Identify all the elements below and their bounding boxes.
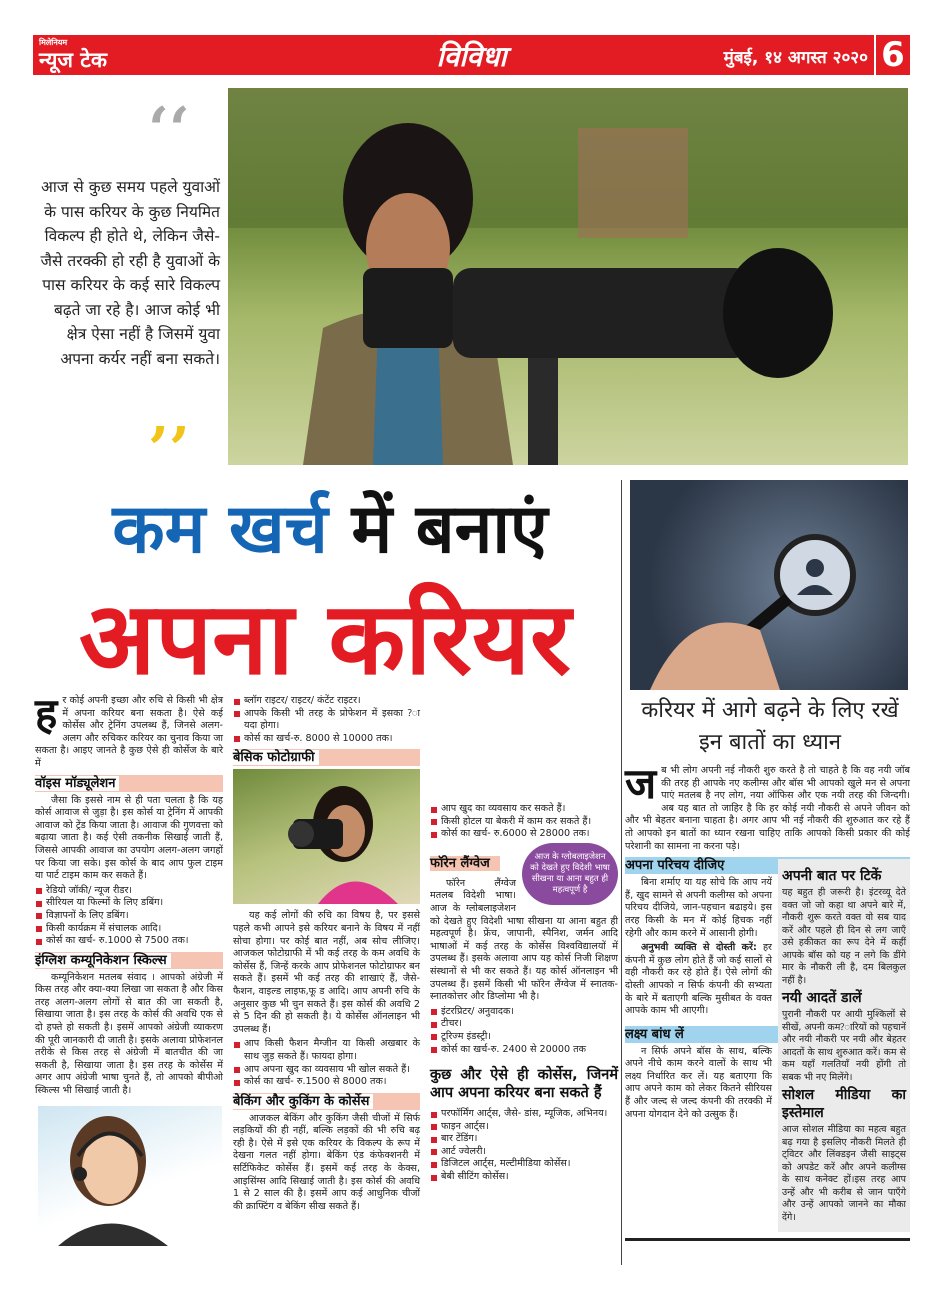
headset-woman-illustration: [38, 1106, 222, 1246]
list-item: ब्लॉग राइटर/ राइटर/ कंटेंट राइटर।: [233, 695, 420, 708]
bottom-rule: [625, 1238, 910, 1241]
brand-name: न्यूज टेक: [39, 48, 107, 72]
subheading-english-communication: इंग्लिश कम्यूनिकेशन स्किल्स: [35, 952, 223, 969]
tip-title: अपनी बात पर टिकें: [782, 868, 882, 885]
side-drop-cap: ज: [625, 759, 657, 808]
page-number: 6: [874, 35, 910, 75]
list-item: विज्ञापनों के लिए डबिंग।: [35, 910, 223, 923]
side-intro: ब भी लोग अपनी नई नौकरी शुरु करते है तो चाहते है कि वह नयी जॉब की तरह ही आपके नए कलीग्स और बॉस भी आपको खुले मन से अपना पाएं मतलब है नए लोग, नया ऑफिस और एक नयी तरह की जिन्दगी। अब यह बात तो जाहिर है कि हर कोई नयी नौकरी से अपने जीवन को और भी बेहतर बनाना चाहता है। अगर आप भी नई नौकरी की शुरुआत कर रहे हैं तो आपको इन बातों का ध्यान रखना चाहिए ताकि आपको किसी प्रकार की कोई परेशानी का सामना ना करना पड़े।: [625, 765, 910, 852]
list-item: फाइन आर्ट्स।: [430, 1121, 618, 1134]
side-article-body: [625, 759, 910, 1241]
list-item: इंटरप्रिटर/ अनुवादक।: [430, 1006, 618, 1019]
drop-cap: ह: [35, 689, 58, 738]
article-column-1: [35, 689, 223, 1246]
list-item: आप खुद का व्यवसाय कर सकते हैं।: [430, 803, 618, 816]
headline-line-1: [40, 490, 620, 570]
list-item: कोर्स का खर्च- रु.6000 से 28000 तक।: [430, 828, 618, 841]
masthead-bar: [33, 35, 910, 75]
foreign-bullets: [430, 1006, 618, 1056]
close-quote-icon: ’’: [148, 415, 190, 485]
photography-bullets: [233, 1038, 420, 1088]
list-item: टूरिज्म इंडस्ट्री।: [430, 1031, 618, 1044]
subheading-set-goals: लक्ष्य बांध लें: [625, 1026, 910, 1043]
subheading-voice-modulation: वॉइस मॉड्यूलेशन: [35, 775, 223, 792]
hero-photo-woman-with-camera: [228, 88, 908, 465]
goal-body: न सिर्फ अपने बॉस के साथ, बल्कि अपने नीचे काम करने वालों के साथ भी लक्ष्य निर्धारित कर लें। यह बताएगा कि आप अपने काम को लेकर कितने सीरियस हैं और जल्द से जल्द कंपनी की तरक्की में अपना योगदान देने को उत्सुक हैं।: [625, 1045, 772, 1120]
list-item: रेडियो जॉकी/ न्यूज रीडर।: [35, 885, 223, 898]
section-title: विविधा: [436, 40, 507, 73]
tip-title: सोशल मीडिया का इस्तेमाल: [782, 1087, 906, 1122]
introduce-body: बिना शर्माए या यह सोचे कि आप नयें हैं, खुद सामने से अपनी कलीग्स को अपना परिचय दीजिये, जान-पहचान बढाइये। इस तरह किसी के मन में कोई हिचक नहीं रहेगी और काम करने में आसानी होगी।: [625, 877, 772, 939]
column-divider: [621, 480, 622, 1265]
list-item: आपके किसी भी तरह के प्रोफेशन में इसका ?ायदा होगा।: [233, 708, 420, 733]
photography-body: यह कई लोगों की रुचि का विषय है, पर इससे पहले कभी आपने इसे करियर बनाने के विषय में नहीं सोचा होगा। पर कोई बात नहीं, अब सोच लीजिए। आजकल फोटोग्राफी में भी कई तरह के कम अवधि के कोर्सेस हैं, जिन्हें करके आप प्रोफेशनल फोटोग्राफर बन सकते हैं। इसमें भी कई तरह की शाखाएं हैं, जैसे- फैशन, वाइल्ड लाइफ,फू ड आदि। आप अपनी रुचि के अनुसार कुछ भी चुन सकते हैं। इस कोर्स की अवधि 2 से 5 दिन की हो सकती है। ये कोर्सेस ऑनलाइन भी उपलब्ध हैं।: [233, 910, 420, 1035]
tip-body: पुरानी नौकरी पर आयी मुश्किलों से सीखें, अपनी कम?ारियों को पहचानें और नयी नौकरी पर नयी और बेहतर आदतों के साथ शुरुआत करें। कम से कम यहाँ गलतियाँ नयी होंगी तो सबक भी नए मिलेंगे।: [782, 1009, 906, 1083]
brand-tagline: मिलेनियम: [39, 38, 68, 47]
list-item: कोर्स का खर्च- रु.1000 से 7500 तक।: [35, 935, 223, 948]
list-item: कोर्स का खर्च- रु.1500 से 8000 तक।: [233, 1076, 420, 1089]
list-item: किसी कार्यक्रम में संचालक आदि।: [35, 923, 223, 936]
intro-text: र कोई अपनी इच्छा और रुचि से किसी भी क्षेत्र में अपना करियर बना सकता है। ऐसे कई कोर्सेस और ट्रेनिंग उपलब्ध हैं, जिनसे अलग-अलग और रुचिकर करियर का चुनाव किया जा सकता है। आइए जानते है कुछ ऐसे ही कोर्सेज के बारे में: [35, 695, 223, 769]
magnifying-glass-photo: [630, 480, 908, 690]
tip-title: नयी आदतें डालें: [782, 990, 862, 1007]
list-item: कोर्स का खर्च-रु. 2400 से 20000 तक: [430, 1044, 618, 1057]
list-item: सीरियल या फिल्मों के लिए डबिंग।: [35, 897, 223, 910]
headline-black-part: में बनाएं: [351, 490, 548, 569]
more-courses-bullets: [430, 1108, 618, 1184]
baking-bullets: [430, 803, 618, 841]
headline-blue-part: कम खर्च: [112, 490, 328, 569]
befriend-body: हर कंपनी में कुछ लोग होते हैं जो कई सालों से वही नौकरी कर रहे होते हैं। ऐसे लोगों की दोस्ती आपको न सिर्फ कंपनी की सभ्यता के बारे में बताएगी बल्कि मुसीबत के वक्त आपके काम भी आएगी।: [625, 942, 772, 1017]
callout-bubble: आज के ग्लोबलाइजेशन को देखते हुए विदेशी भाषा सीखना या आना बहुत ही महत्वपूर्ण है: [522, 843, 618, 905]
befriend-lead: अनुभवी व्यक्ति से दोस्ती करें:: [641, 942, 757, 954]
list-item: बेबी सीटिंग कोर्सेस।: [430, 1171, 618, 1184]
subheading-basic-photography: बेसिक फोटोग्राफी: [233, 749, 420, 766]
side-article-title: करियर में आगे बढ़ने के लिए रखें इन बातों का ध्यान: [641, 698, 899, 755]
photographer-illustration: [233, 769, 420, 904]
hero-photo-illustration: [228, 88, 908, 465]
voice-body: जैसा कि इससे नाम से ही पता चलता है कि यह कोर्स आवाज से जुड़ा है। इस कोर्स या ट्रेनिंग में आपकी आवाज को ट्रेंड किया जाता है। आवाज की गुणवत्ता को बढ़ाया जाता है। कई ऐसी तकनीक सिखाई जाती हैं, जिससे आपकी आवाज का उपयोग अलग-अलग जगहों पर किया जा सके। इस कोर्स के बाद आप फुल टाइम या पार्ट टाइम काम कर सकते हैं।: [35, 794, 223, 882]
list-item: टीचर।: [430, 1018, 618, 1031]
list-item: किसी होटल या बेकरी में काम कर सकते हैं।: [430, 816, 618, 829]
subheading-foreign-language: फॉरेन लैंग्वेज: [430, 855, 618, 872]
article-column-2: [233, 695, 420, 1215]
list-item: कोर्स का खर्च-रु. 8000 से 10000 तक।: [233, 733, 420, 746]
headline-line-2: अपना करियर: [79, 580, 571, 697]
article-column-3: [430, 695, 618, 1184]
subheading-introduce-yourself: अपना परिचय दीजिए: [625, 857, 910, 874]
more-courses-heading: कुछ और ऐसे ही कोर्सेस, जिनमें आप अपना करियर बना सकते हैं: [430, 1067, 618, 1102]
list-item: डिजिटल आर्ट्स, मल्टीमीडिया कोर्सेस।: [430, 1158, 618, 1171]
tips-sidebox: [778, 859, 910, 1232]
open-quote-icon: ‘‘: [148, 95, 190, 165]
english-body: कम्यूनिकेशन मतलब संवाद । आपको अंग्रेजी में किस तरह और क्या-क्या लिखा जा सकता है और किस तरह अलग-अलग लोगों से बात की जा सकती है, सिखाया जाता है। इस तरह के कोर्स की अवधि एक से दो हफ्ते हो सकती है। इसमें आपको अंग्रेजी व्याकरण की पूरी जानकारी दी जाती है। इसके अलावा प्रोफेशनल तरीके से किस तरह से अंग्रेजी में बातचीत की जा सकती है, सिखाया जाता है। इस तरह के कोर्सेस में अगर आप अंग्रेजी भाषा चुनते हैं, तो आपको बीपीओ स्किल्स भी सिखाई जाती है।: [35, 971, 223, 1097]
magnifier-illustration: [630, 480, 908, 690]
photo-call-center-woman: [38, 1106, 222, 1246]
english-bullets: [233, 695, 420, 745]
list-item: आप अपना खुद का व्यवसाय भी खोल सकते हैं।: [233, 1064, 420, 1077]
photo-girl-with-camera: [233, 769, 420, 904]
tip-body: यह बहुत ही जरूरी है। इंटरव्यू देते वक्त जो जो कहा था अपने बारे में, नौकरी शुरू करते वक्त वो सब याद करें और पहले ही दिन से लग जाएँ उसे हकीकत का रूप देने में कहीं आपके बॉस को यह न लगे कि डींगे मार के नौकरी ली है, दम बिलकुल नहीं है।: [782, 887, 906, 986]
pull-quote-text: आज से कुछ समय पहले युवाओं के पास करियर के कुछ नियमित विकल्प ही होते थे, लेकिन जैसे-जैसे तरक्की हो रही है युवाओं के पास करियर के कई सारे विकल्प बढ़ते जा रहे है। आज कोई भी क्षेत्र ऐसा नहीं है जिसमें युवा अपना कर्यर नहीं बना सकते।: [40, 178, 220, 368]
subheading-baking-cooking: बेकिंग और कुकिंग के कोर्सेस: [233, 1093, 420, 1110]
voice-bullets: [35, 885, 223, 948]
list-item: बार टेंडिंग।: [430, 1133, 618, 1146]
list-item: आर्ट ज्वेलरी।: [430, 1146, 618, 1159]
baking-body: आजकल बेकिंग और कुकिंग जैसी चीजों में सिर्फ लड़कियों की ही नहीं, बल्कि लड़कों की भी रुचि बढ़ रही है। ऐसे में इसे एक करियर के विकल्प के रूप में देखना गलत नहीं होगा। बेकिंग एंड कंफेक्शनरी में सर्टिफिकेट कोर्सेस हैं। इसमें कई तरह के केक्स, आइसिंग्स आदि सिखाई जाती है। इस कोर्स की अवधि 1 से 2 साल की है। इसमें आप कई आधुनिक चीजों की क्राफ्टिंग व बेकिंग सीख सकते हैं।: [233, 1112, 420, 1212]
list-item: आप किसी फैशन मैग्जीन या किसी अखबार के साथ जुड़ सकते हैं। फायदा होगा।: [233, 1038, 420, 1063]
tip-body: आज सोशल मीडिया का महत्व बहुत बढ़ गया है इसलिए नौकरी मिलते ही ट्विटर और लिंक्डइन जैसी साइट्स को अपडेट करें और अपने कलीग्स के साथ कनेक्ट हों।इस तरह आप उन्हें और भी करीब से जान पाएँगे और उन्हें आपको जानने का मौका देंगे।: [782, 1124, 906, 1223]
dateline: मुंबई, १४ अगस्त २०२०: [723, 48, 868, 68]
list-item: परफॉर्मिंग आर्ट्स, जैसे- डांस, म्यूजिक, अभिनय।: [430, 1108, 618, 1121]
foreign-body: फॉरेन लैंग्वेज मतलब विदेशी भाषा। आज के ग्लोबलाइजेशन को देखते हुए विदेशी भाषा सीखना या आना बहुत ही महत्वपूर्ण है। फ्रेंच, जापानी, स्पैनिश, जर्मन आदि भाषाओं में कई तरह के कोर्सेस विश्वविद्यालयों में उपलब्ध हैं। इसके अलावा आप यह कोर्स निजी शिक्षण संस्थानों से भी कर सकते हैं। यह कोर्स ऑनलाइन भी उपलब्ध हैं। इसमें किसी भी फॉरेन लैंग्वेज में स्नातक-स्नातकोत्तर और डिप्लोमा भी है।: [430, 877, 618, 1003]
